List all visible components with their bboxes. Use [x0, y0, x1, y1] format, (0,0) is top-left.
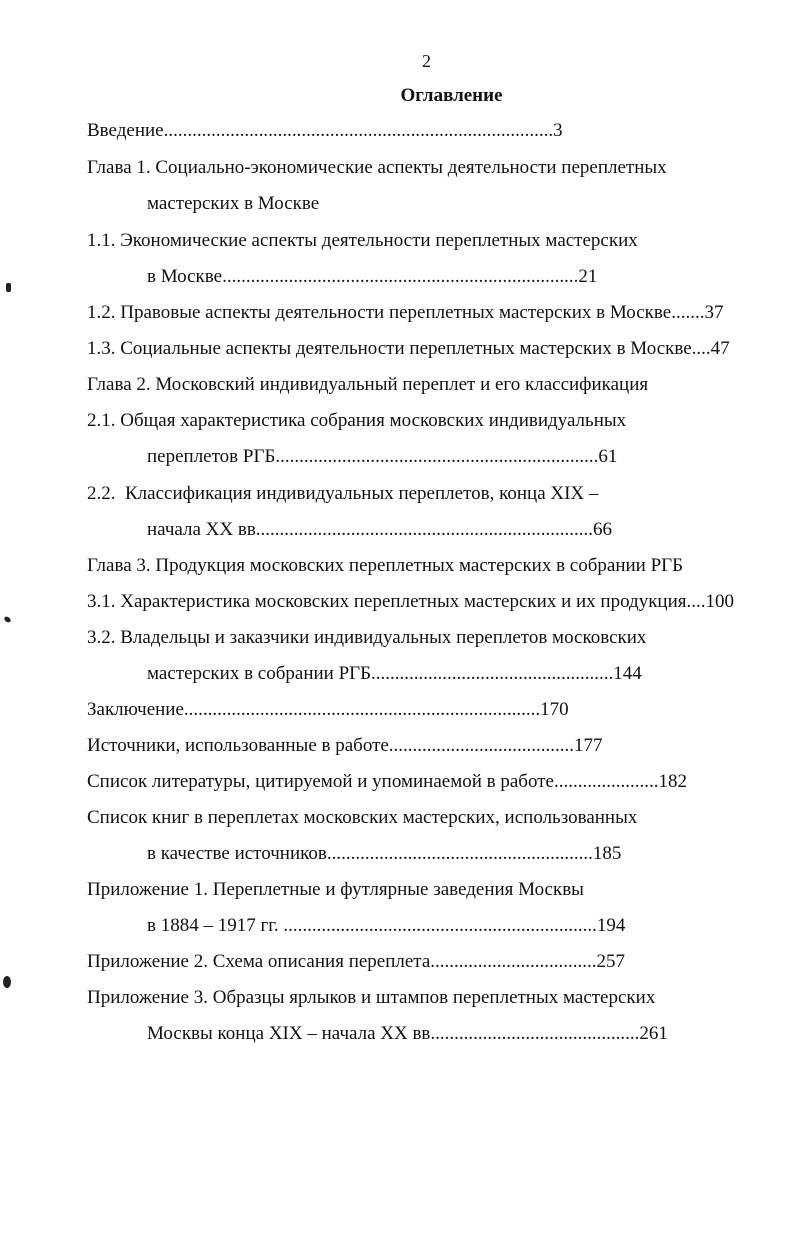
- toc-line: мастерских в собрании РГБ...................................................144: [147, 663, 642, 684]
- toc-line: Приложение 1. Переплетные и футлярные заведения Москвы: [87, 879, 584, 900]
- toc-line: Заключение...........................................................................170: [87, 699, 569, 720]
- toc-line: 1.3. Социальные аспекты деятельности переплетных мастерских в Москве....47: [87, 338, 730, 359]
- toc-line: Источники, использованные в работе.......................................177: [87, 735, 603, 756]
- toc-line: Введение..................................................................................3: [87, 120, 563, 141]
- scan-speck: [6, 283, 11, 292]
- toc-line: Глава 3. Продукция московских переплетных мастерских в собрании РГБ: [87, 555, 684, 576]
- toc-line: 3.2. Владельцы и заказчики индивидуальных переплетов московских: [87, 627, 647, 648]
- toc-line: Москвы конца XIX – начала XX вв............................................261: [147, 1023, 668, 1044]
- toc-line: 1.1. Экономические аспекты деятельности переплетных мастерских: [87, 230, 638, 251]
- page-number: 2: [422, 51, 431, 71]
- toc-line: 1.2. Правовые аспекты деятельности переплетных мастерских в Москве.......37: [87, 302, 724, 323]
- scan-speck: [3, 976, 11, 988]
- toc-line: начала XX вв.......................................................................66: [147, 519, 613, 540]
- toc-line: переплетов РГБ....................................................................61: [147, 446, 618, 467]
- toc-line: в 1884 – 1917 гг. ..................................................................194: [147, 915, 626, 936]
- toc-line: Приложение 3. Образцы ярлыков и штампов переплетных мастерских: [87, 987, 656, 1008]
- scan-speck: [3, 615, 12, 623]
- toc-line: Список книг в переплетах московских мастерских, использованных: [87, 807, 638, 828]
- toc-line: 2.2. Классификация индивидуальных переплетов, конца XIX –: [87, 483, 599, 504]
- toc-line: Список литературы, цитируемой и упоминаемой в работе......................182: [87, 771, 687, 792]
- toc-line: 3.1. Характеристика московских переплетных мастерских и их продукция....100: [87, 591, 735, 612]
- toc-line: 2.1. Общая характеристика собрания московских индивидуальных: [87, 410, 627, 431]
- toc-line: Глава 1. Социально-экономические аспекты деятельности переплетных: [87, 157, 667, 178]
- toc-line: мастерских в Москве: [147, 193, 320, 214]
- toc-line: в Москве...........................................................................21: [147, 266, 598, 287]
- toc-line: Глава 2. Московский индивидуальный переплет и его классификация: [87, 374, 649, 395]
- toc-line: Приложение 2. Схема описания переплета...................................257: [87, 951, 626, 972]
- toc-title: Оглавление: [400, 85, 503, 106]
- toc-line: в качестве источников........................................................185: [147, 843, 622, 864]
